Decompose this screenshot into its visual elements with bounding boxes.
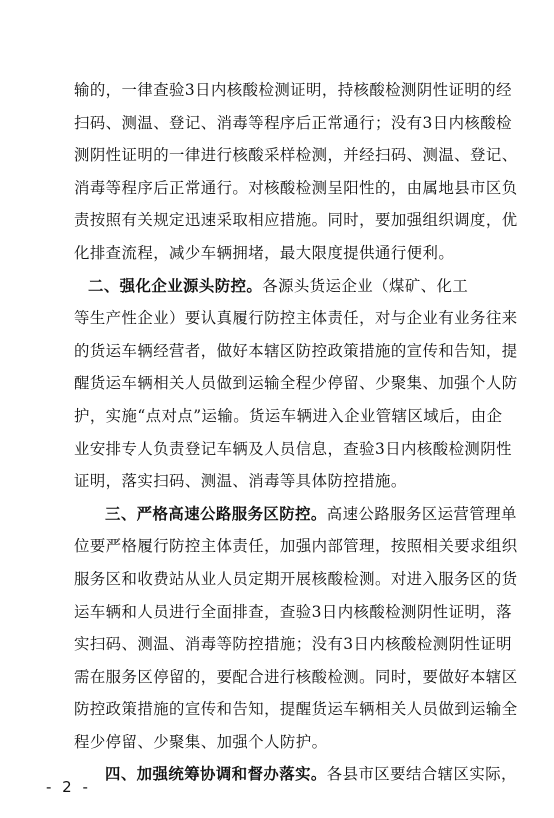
page-number: - 2 - [46, 778, 91, 796]
paragraph-3-line-8: 程少停留、少聚集、加强个人防护。 [74, 732, 328, 751]
paragraph-1-line-4: 消毒等程序后正常通行。对核酸检测呈阳性的，由属地县市区负 [74, 178, 518, 197]
paragraph-3-line-7: 防控政策措施的宣传和告知，提醒货运车辆相关人员做到运输全 [74, 700, 518, 719]
section-heading-2: 二、强化企业源头防控。 [88, 276, 263, 295]
paragraph-4-line-1-text: 各县市区要结合辖区实际， [326, 765, 517, 784]
paragraph-1-line-1: 输的，一律查验3日内核酸检测证明，持核酸检测阴性证明的经 [74, 81, 512, 99]
section-heading-4: 四、加强统筹协调和督办落实。 [105, 765, 327, 784]
paragraph-4-line-1 [74, 758, 517, 791]
paragraph-2-line-3: 的货运车辆经营者，做好本辖区防控政策措施的宣传和告知，提 [74, 341, 518, 360]
paragraph-2-line-2: 等生产性企业）要认真履行防控主体责任，对与企业有业务往来 [74, 309, 518, 328]
paragraph-2-line-5: 护，实施“点对点”运输。货运车辆进入企业管辖区域后，由企 [74, 406, 503, 425]
paragraph-3-line-3: 服务区和收费站从业人员定期开展核酸检测。对进入服务区的货 [74, 569, 518, 588]
paragraph-1-line-5: 责按照有关规定迅速采取相应措施。同时，要加强组织调度，优 [74, 211, 518, 230]
paragraph-2-line-1 [74, 270, 498, 303]
paragraph-1 [74, 74, 518, 270]
paragraph-2-line-6: 业安排专人负责登记车辆及人员信息，查验3日内核酸检测阴性 [74, 439, 512, 458]
document-body [74, 74, 518, 791]
paragraph-3-line-4: 运车辆和人员进行全面排查，查验3日内核酸检测阴性证明，落 [74, 602, 512, 621]
paragraph-1-line-6: 化排查流程，减少车辆拥堵，最大限度提供通行便利。 [74, 243, 455, 262]
paragraph-2-line-7: 证明，落实扫码、测温、消毒等具体防控措施。 [74, 472, 407, 491]
paragraph-3-line-1-text: 高速公路服务区运营管理单 [326, 504, 517, 523]
paragraph-3-line-6: 需在服务区停留的，要配合进行核酸检测。同时，要做好本辖区 [74, 667, 518, 686]
paragraph-3-line-1 [74, 498, 517, 531]
paragraph-3-line-2: 位要严格履行防控主体责任，加强内部管理，按照相关要求组织 [74, 537, 518, 556]
paragraph-2-line-4: 醒货运车辆相关人员做到运输全程少停留、少聚集、加强个人防 [74, 374, 518, 393]
paragraph-2 [74, 270, 518, 498]
paragraph-1-line-3: 测阴性证明的一律进行核酸采样检测，并经扫码、测温、登记、 [74, 146, 518, 165]
paragraph-2-line-1-text: 各源头货运企业（煤矿、化工 [262, 276, 469, 295]
paragraph-1-line-2: 扫码、测温、登记、消毒等程序后正常通行；没有3日内核酸检 [74, 113, 512, 132]
section-heading-3: 三、严格高速公路服务区防控。 [105, 504, 327, 523]
paragraph-3-line-5: 实扫码、测温、消毒等防控措施；没有3日内核酸检测阴性证明 [74, 635, 512, 654]
paragraph-4 [74, 758, 517, 791]
paragraph-3 [74, 498, 518, 759]
